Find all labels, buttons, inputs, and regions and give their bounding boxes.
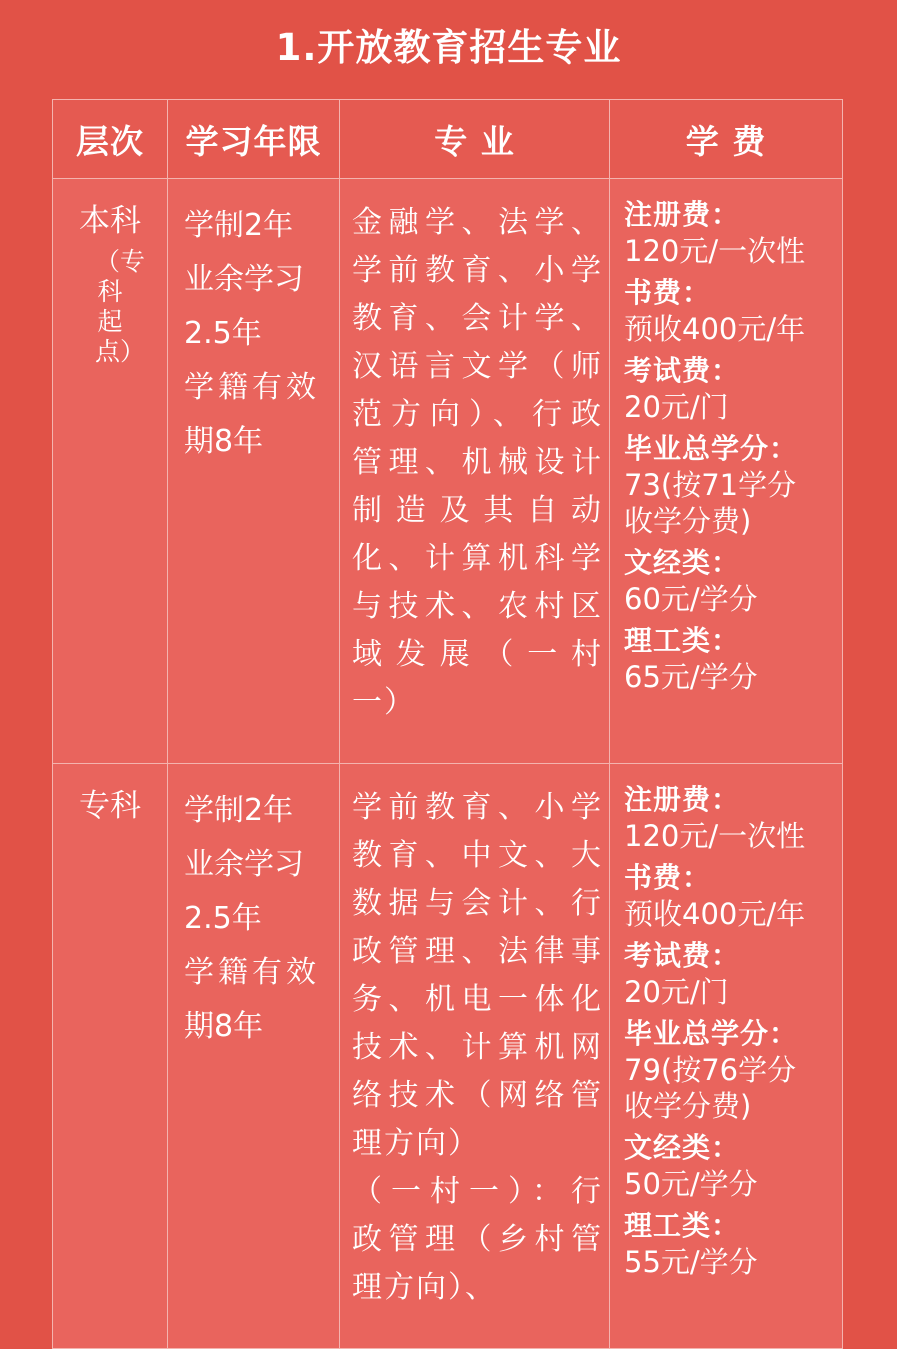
major-line: （一村一）：行 [352, 1174, 603, 1209]
fee-label: 考试费： [624, 939, 741, 972]
fee-label: 考试费： [624, 354, 741, 387]
fee-label: 理工类： [624, 1209, 741, 1242]
header-major: 专 业 [340, 100, 610, 179]
major-line: 学前教育、小学 [352, 790, 603, 825]
fee-item [624, 197, 838, 269]
fee-list [624, 197, 838, 695]
duration-line: 2.5年 [184, 901, 262, 936]
duration-line: 期8年 [184, 424, 264, 459]
duration-line: 2.5年 [184, 316, 262, 351]
majors-list [352, 199, 603, 727]
major-line: 学前教育、小学 [352, 253, 603, 288]
fee-value: 收学分费) [624, 1089, 752, 1123]
fee-value: 预收400元/年 [624, 897, 806, 931]
fee-list [624, 782, 838, 1280]
header-duration: 学习年限 [168, 100, 340, 179]
table-row [53, 764, 843, 1349]
fee-value: 50元/学分 [624, 1167, 758, 1201]
level-name: 专科 [79, 788, 141, 824]
fee-item [624, 1208, 838, 1280]
major-line: 汉语言文学（师 [352, 349, 603, 384]
fee-value: 20元/门 [624, 975, 729, 1009]
fee-item [624, 545, 838, 617]
fee-label: 毕业总学分： [624, 432, 799, 465]
fee-item [624, 353, 838, 425]
duration-line: 学籍有效 [184, 370, 320, 405]
majors-cell [340, 764, 610, 1349]
fee-item [624, 860, 838, 932]
fee-label: 注册费： [624, 783, 741, 816]
major-line: 教育、中文、大 [352, 838, 603, 873]
fee-cell [610, 179, 843, 764]
fee-label: 文经类： [624, 546, 741, 579]
level-cell [53, 179, 168, 764]
duration-line: 学制2年 [184, 208, 294, 243]
fee-value: 预收400元/年 [624, 312, 806, 346]
fee-value: 120元/一次性 [624, 234, 806, 268]
fee-value: 收学分费) [624, 504, 752, 538]
fee-value: 60元/学分 [624, 582, 758, 616]
major-line: 化、计算机科学 [352, 541, 603, 576]
duration-line: 期8年 [184, 1009, 264, 1044]
major-line: 理方向） [352, 1126, 480, 1161]
major-line: 范方向）、行政 [352, 397, 603, 432]
table-row [53, 179, 843, 764]
duration-list [184, 199, 331, 469]
fee-label: 书费： [624, 276, 712, 309]
fee-item [624, 1130, 838, 1202]
majors-cell [340, 179, 610, 764]
duration-line: 业余学习 [184, 847, 304, 882]
duration-line: 业余学习 [184, 262, 304, 297]
major-line: 数据与会计、行 [352, 886, 603, 921]
major-line: 络技术（网络管 [352, 1078, 603, 1113]
fee-item [624, 431, 838, 539]
fee-item [624, 938, 838, 1010]
major-line: 技术、计算机网 [352, 1030, 603, 1065]
duration-cell [168, 764, 340, 1349]
table-header-row [53, 100, 843, 179]
enrollment-table [52, 99, 843, 1349]
level-cell [53, 764, 168, 1349]
duration-line: 学籍有效 [184, 955, 320, 990]
fee-value: 55元/学分 [624, 1245, 758, 1279]
fee-item [624, 275, 838, 347]
fee-item [624, 623, 838, 695]
fee-value: 73(按71学分 [624, 468, 797, 502]
majors-list [352, 784, 603, 1312]
level-name: 本科 [79, 203, 141, 239]
fee-label: 书费： [624, 861, 712, 894]
fee-label: 文经类： [624, 1131, 741, 1164]
fee-value: 65元/学分 [624, 660, 758, 694]
fee-cell [610, 764, 843, 1349]
fee-item [624, 782, 838, 854]
fee-label: 毕业总学分： [624, 1017, 799, 1050]
duration-list [184, 784, 331, 1054]
fee-label: 理工类： [624, 624, 741, 657]
major-line: 务、机电一体化 [352, 982, 603, 1017]
major-line: 管理、机械设计 [352, 445, 603, 480]
major-line: 金融学、法学、 [352, 205, 603, 240]
duration-cell [168, 179, 340, 764]
major-line: 与技术、农村区 [352, 589, 603, 624]
major-line: 政管理、法律事 [352, 934, 603, 969]
major-line: 教育、会计学、 [352, 301, 603, 336]
fee-value: 120元/一次性 [624, 819, 806, 853]
fee-value: 20元/门 [624, 390, 729, 424]
fee-value: 79(按76学分 [624, 1053, 797, 1087]
duration-line: 学制2年 [184, 793, 294, 828]
page-title: 1.开放教育招生专业 [275, 26, 622, 69]
major-line: 域发展（一村 [352, 637, 603, 672]
major-line: 理方向）、 [352, 1270, 497, 1305]
fee-item [624, 1016, 838, 1124]
fee-label: 注册费： [624, 198, 741, 231]
header-level: 层次 [53, 100, 168, 179]
major-line: 一） [352, 685, 416, 720]
level-subtitle: （专科起点） [95, 247, 146, 366]
major-line: 政管理（乡村管 [352, 1222, 603, 1257]
header-fee: 学 费 [610, 100, 843, 179]
major-line: 制造及其自动 [352, 493, 603, 528]
